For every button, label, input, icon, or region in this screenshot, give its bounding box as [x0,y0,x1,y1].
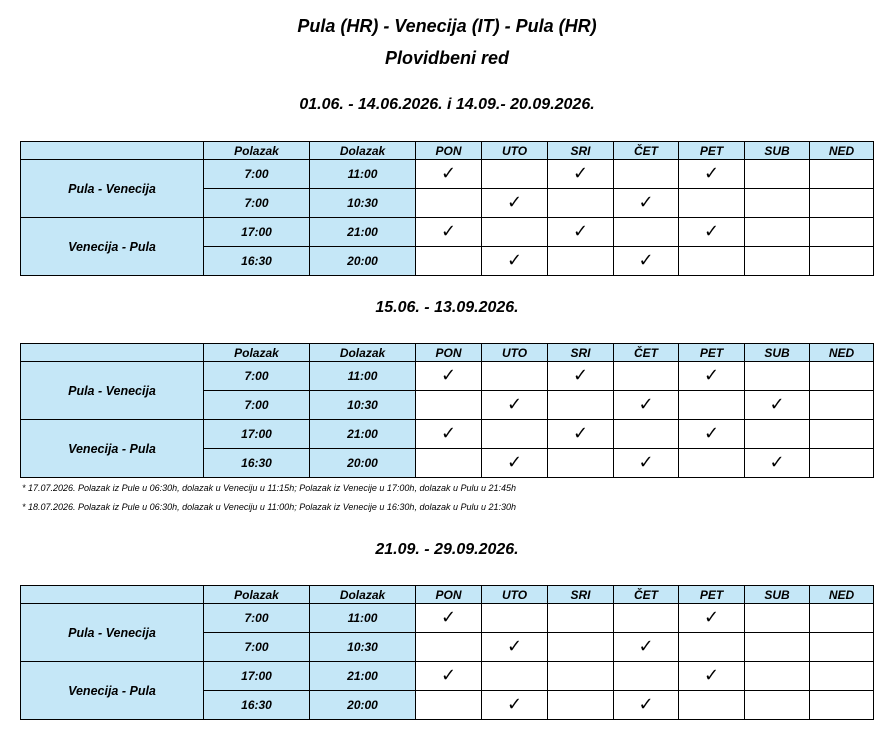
day-cell [548,449,614,478]
checkmark-icon: ✓ [440,221,457,242]
table-row [21,362,874,391]
checkmark-icon: ✓ [703,423,720,444]
day-cell [482,189,548,218]
period-heading: 21.09. - 29.09.2026. [375,541,519,558]
day-cell [614,391,679,420]
day-cell [745,362,810,391]
column-header: PET [679,586,745,604]
arrival-time: 21:00 [310,218,416,247]
column-header: ČET [614,344,679,362]
checkmark-icon: ✓ [703,665,720,686]
column-header: SRI [548,344,614,362]
route-name: Pula - Venecija [21,160,204,218]
day-cell [810,691,874,720]
day-cell [679,189,745,218]
header-empty-cell [21,142,204,160]
column-header: Polazak [204,586,310,604]
day-cell [482,662,548,691]
checkmark-icon: ✓ [572,221,589,242]
column-header: Dolazak [310,142,416,160]
arrival-time: 10:30 [310,633,416,662]
day-cell [614,662,679,691]
departure-time: 7:00 [204,391,310,420]
column-header: ČET [614,586,679,604]
departure-time: 7:00 [204,604,310,633]
route-name: Pula - Venecija [21,604,204,662]
checkmark-icon: ✓ [440,365,457,386]
day-cell [416,391,482,420]
checkmark-icon: ✓ [506,694,523,715]
day-cell [679,247,745,276]
checkmark-icon: ✓ [703,607,720,628]
arrival-time: 20:00 [310,247,416,276]
day-cell [679,691,745,720]
day-cell [548,662,614,691]
column-header: Dolazak [310,344,416,362]
day-cell [614,691,679,720]
day-cell [548,604,614,633]
departure-time: 17:00 [204,662,310,691]
day-cell [745,391,810,420]
departure-time: 17:00 [204,218,310,247]
checkmark-icon: ✓ [506,636,523,657]
checkmark-icon: ✓ [506,250,523,271]
day-cell [745,189,810,218]
day-cell [614,633,679,662]
checkmark-icon: ✓ [506,452,523,473]
day-cell [810,218,874,247]
day-cell [810,391,874,420]
day-cell [745,218,810,247]
day-cell [679,218,745,247]
day-cell [614,604,679,633]
route-name: Venecija - Pula [21,218,204,276]
checkmark-icon: ✓ [572,365,589,386]
day-cell [416,362,482,391]
table-row [21,662,874,691]
arrival-time: 20:00 [310,691,416,720]
day-cell [548,218,614,247]
day-cell [614,449,679,478]
checkmark-icon: ✓ [506,192,523,213]
header-row [21,344,874,362]
arrival-time: 20:00 [310,449,416,478]
arrival-time: 11:00 [310,604,416,633]
day-cell [810,662,874,691]
day-cell [548,633,614,662]
departure-time: 7:00 [204,362,310,391]
checkmark-icon: ✓ [703,365,720,386]
departure-time: 7:00 [204,160,310,189]
departure-time: 16:30 [204,449,310,478]
day-cell [810,420,874,449]
day-cell [416,604,482,633]
column-header: Polazak [204,142,310,160]
day-cell [416,247,482,276]
day-cell [679,604,745,633]
checkmark-icon: ✓ [440,163,457,184]
day-cell [482,633,548,662]
period-heading: 01.06. - 14.06.2026. i 14.09.- 20.09.2026. [299,96,595,113]
day-cell [745,604,810,633]
column-header: UTO [482,142,548,160]
column-header: SUB [745,344,810,362]
arrival-time: 10:30 [310,391,416,420]
day-cell [482,604,548,633]
departure-time: 7:00 [204,189,310,218]
day-cell [416,633,482,662]
page-title: Pula (HR) - Venecija (IT) - Pula (HR) [297,16,597,36]
day-cell [745,160,810,189]
day-cell [810,633,874,662]
day-cell [416,691,482,720]
arrival-time: 10:30 [310,189,416,218]
day-cell [482,362,548,391]
day-cell [548,391,614,420]
day-cell [614,189,679,218]
header-row [21,142,874,160]
day-cell [482,218,548,247]
checkmark-icon: ✓ [440,665,457,686]
checkmark-icon: ✓ [769,394,785,415]
day-cell [810,247,874,276]
column-header: PET [679,142,745,160]
day-cell [416,160,482,189]
departure-time: 17:00 [204,420,310,449]
day-cell [679,391,745,420]
day-cell [416,189,482,218]
arrival-time: 11:00 [310,160,416,189]
day-cell [416,662,482,691]
day-cell [679,362,745,391]
column-header: Dolazak [310,586,416,604]
page-subtitle: Plovidbeni red [384,48,510,68]
checkmark-icon: ✓ [703,221,720,242]
checkmark-icon: ✓ [572,423,589,444]
table-row [21,218,874,247]
column-header: UTO [482,344,548,362]
departure-time: 7:00 [204,633,310,662]
day-cell [548,160,614,189]
checkmark-icon: ✓ [769,452,785,473]
day-cell [810,189,874,218]
day-cell [679,160,745,189]
table-row [21,604,874,633]
column-header: ČET [614,142,679,160]
day-cell [482,247,548,276]
column-header: SUB [745,586,810,604]
day-cell [614,218,679,247]
day-cell [745,449,810,478]
column-header: NED [810,142,874,160]
day-cell [548,691,614,720]
day-cell [614,247,679,276]
checkmark-icon: ✓ [572,163,589,184]
day-cell [745,633,810,662]
column-header: PET [679,344,745,362]
column-header: Polazak [204,344,310,362]
day-cell [548,420,614,449]
day-cell [679,633,745,662]
column-header: SRI [548,586,614,604]
checkmark-icon: ✓ [638,452,654,473]
footnote: * 17.07.2026. Polazak iz Pule u 06:30h, dolazak u Veneciju u 11:15h; Polazak iz Venecije u 17:00h, dolazak u Pulu u 21:45h [22,483,517,493]
day-cell [745,247,810,276]
day-cell [482,449,548,478]
day-cell [810,362,874,391]
day-cell [810,604,874,633]
day-cell [614,420,679,449]
route-name: Venecija - Pula [21,662,204,720]
departure-time: 16:30 [204,691,310,720]
checkmark-icon: ✓ [703,163,720,184]
footnote: * 18.07.2026. Polazak iz Pule u 06:30h, dolazak u Veneciju u 11:00h; Polazak iz Venecije u 16:30h, dolazak u Pulu u 21:30h [22,502,517,512]
day-cell [482,691,548,720]
checkmark-icon: ✓ [638,694,654,715]
period-heading: 15.06. - 13.09.2026. [375,299,519,316]
day-cell [614,160,679,189]
day-cell [482,420,548,449]
header-empty-cell [21,586,204,604]
day-cell [548,247,614,276]
header-empty-cell [21,344,204,362]
day-cell [416,449,482,478]
route-name: Pula - Venecija [21,362,204,420]
day-cell [810,449,874,478]
route-name: Venecija - Pula [21,420,204,478]
day-cell [482,391,548,420]
column-header: SUB [745,142,810,160]
day-cell [745,420,810,449]
arrival-time: 11:00 [310,362,416,391]
table-row [21,420,874,449]
table-row [21,160,874,189]
day-cell [679,449,745,478]
day-cell [482,160,548,189]
column-header: UTO [482,586,548,604]
column-header: PON [416,142,482,160]
checkmark-icon: ✓ [638,250,654,271]
checkmark-icon: ✓ [440,423,457,444]
day-cell [548,189,614,218]
checkmark-icon: ✓ [638,636,654,657]
timetable [20,343,874,478]
departure-time: 16:30 [204,247,310,276]
day-cell [679,420,745,449]
day-cell [679,662,745,691]
checkmark-icon: ✓ [506,394,523,415]
day-cell [416,420,482,449]
column-header: SRI [548,142,614,160]
checkmark-icon: ✓ [440,607,457,628]
header-row [21,586,874,604]
day-cell [745,691,810,720]
column-header: PON [416,344,482,362]
day-cell [614,362,679,391]
arrival-time: 21:00 [310,662,416,691]
timetable [20,141,874,276]
column-header: NED [810,586,874,604]
day-cell [810,160,874,189]
arrival-time: 21:00 [310,420,416,449]
timetable [20,585,874,720]
column-header: PON [416,586,482,604]
day-cell [416,218,482,247]
day-cell [745,662,810,691]
checkmark-icon: ✓ [638,192,654,213]
day-cell [548,362,614,391]
column-header: NED [810,344,874,362]
checkmark-icon: ✓ [638,394,654,415]
